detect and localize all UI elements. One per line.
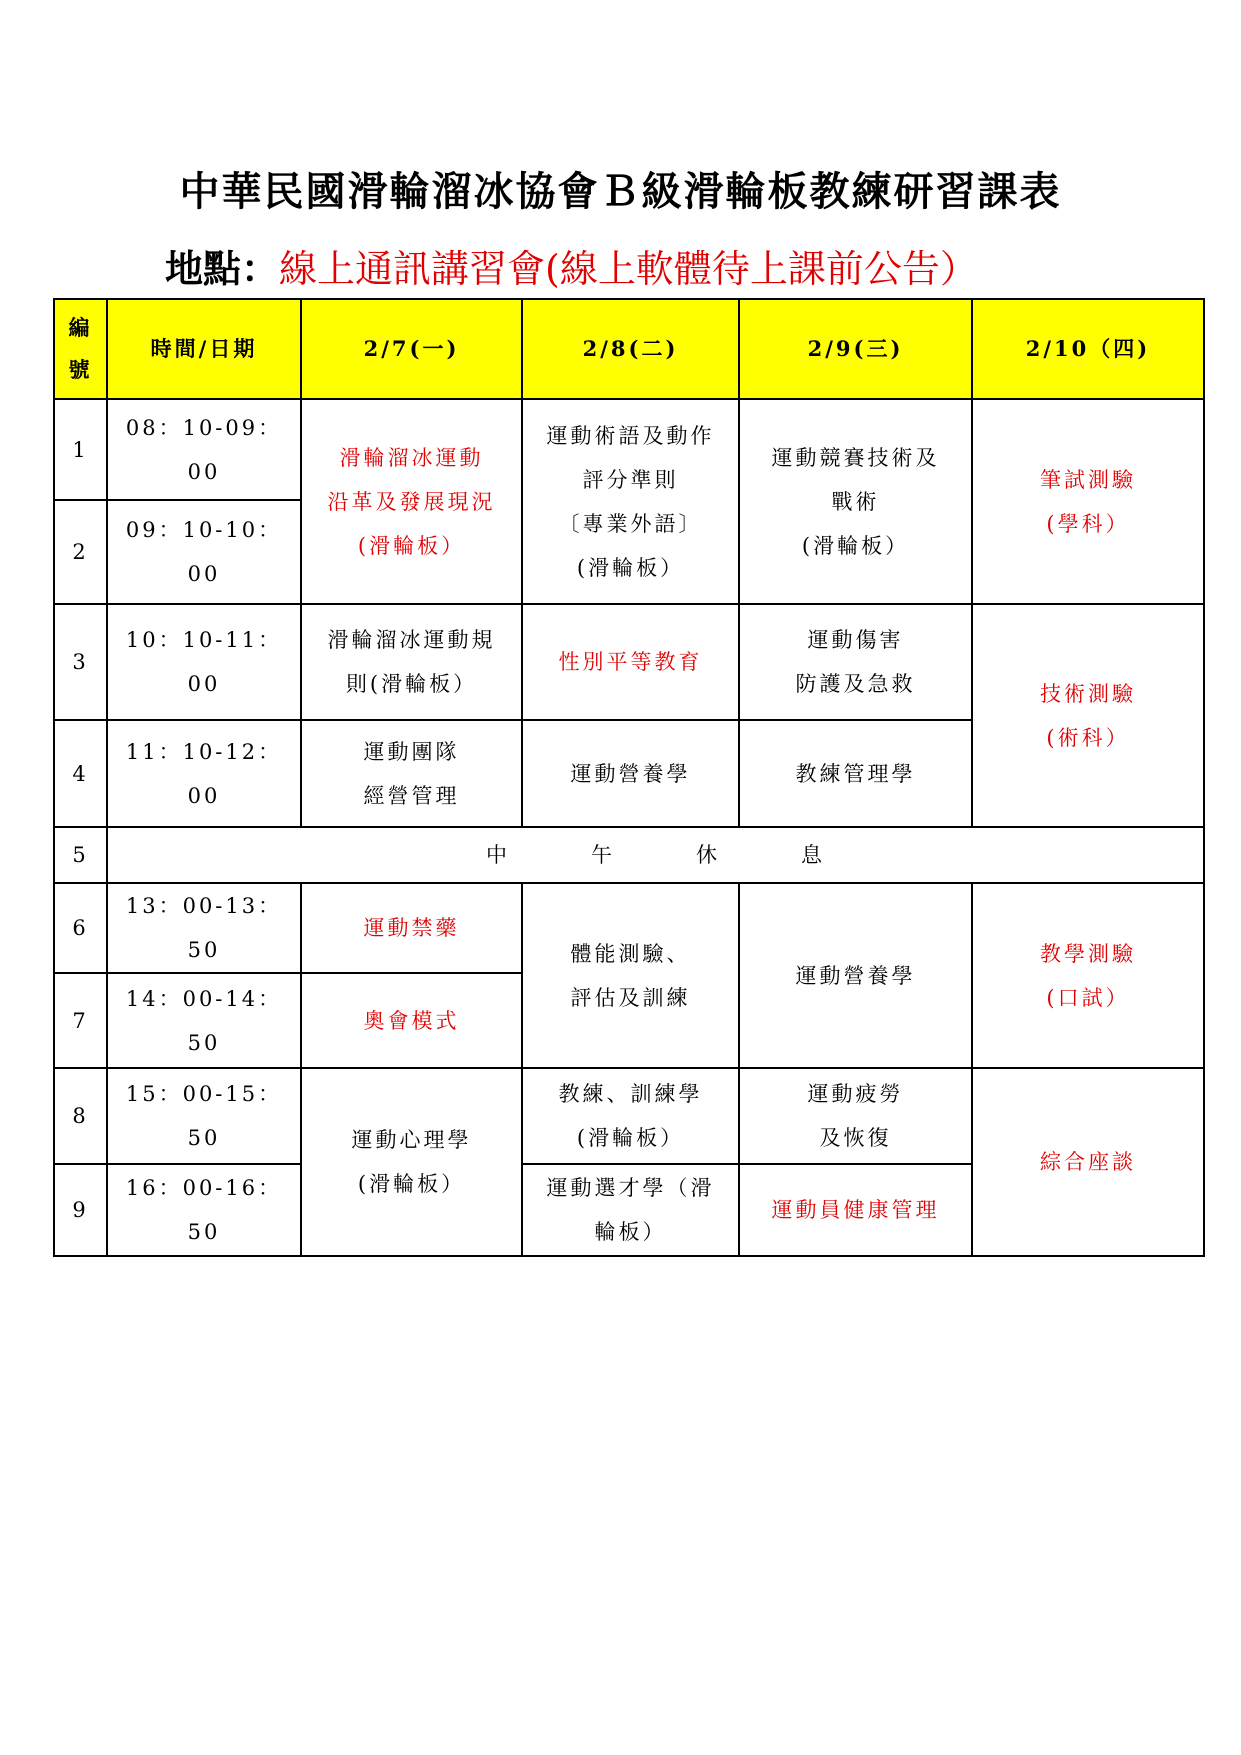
cell-line: (學科） (1046, 511, 1130, 536)
cell-line: (滑輪板） (801, 533, 910, 558)
cell-line: 綜合座談 (1040, 1150, 1136, 1174)
time-slot: 14：00-14： 50 (107, 973, 301, 1068)
cell-line: 評分準則 (582, 467, 679, 492)
cell-line: 筆試測驗 (1040, 467, 1136, 492)
cell-line: (口試） (1046, 985, 1130, 1010)
course-cell (739, 883, 972, 1068)
course-cell (739, 604, 972, 720)
cell-line: 〔專業外語〕 (558, 511, 703, 536)
cell-line: 運動營養學 (795, 963, 916, 988)
cell-line: 運動競賽技術及 (771, 445, 940, 470)
table-row (54, 827, 1204, 883)
cell-line: 經營管理 (363, 783, 460, 808)
cell-line: 教學測驗 (1040, 941, 1136, 966)
time-slot: 08：10-09： 00 (107, 399, 301, 500)
table-row (54, 883, 1204, 973)
cell-line: 及恢復 (819, 1126, 892, 1150)
course-cell (522, 1068, 739, 1164)
course-cell (739, 1068, 972, 1164)
table-row (54, 604, 1204, 720)
row-number: 5 (54, 827, 107, 883)
table-row (54, 399, 1204, 500)
cell-line: 奧會模式 (363, 1008, 460, 1033)
time-slot: 11：10-12： 00 (107, 720, 301, 827)
course-cell (301, 1068, 522, 1256)
course-cell (739, 399, 972, 604)
row-number: 1 (54, 399, 107, 500)
cell-line: 運動營養學 (570, 761, 691, 786)
course-cell (522, 720, 739, 827)
cell-line: 體能測驗、 (570, 941, 691, 966)
header-number: 編 號 (54, 299, 107, 399)
cell-line: 防護及急救 (795, 672, 916, 696)
cell-line: (術科） (1046, 725, 1130, 750)
time-slot: 13：00-13： 50 (107, 883, 301, 973)
cell-line: 戰術 (831, 489, 880, 514)
header-time-date: 時間/日期 (107, 299, 301, 399)
table-row (54, 1068, 1204, 1164)
course-cell (739, 1164, 972, 1256)
cell-line: 運動禁藥 (363, 916, 460, 940)
cell-line: (滑輪板） (357, 533, 466, 558)
row-number: 4 (54, 720, 107, 827)
location-line (165, 238, 978, 293)
time-slot: 09：10-10： 00 (107, 500, 301, 604)
cell-line: 運動選才學（滑 (546, 1176, 715, 1200)
header-day-4: 2/10（四) (972, 299, 1204, 399)
course-cell (522, 883, 739, 1068)
cell-line: (滑輪板） (576, 555, 685, 580)
course-cell (739, 720, 972, 827)
cell-line: 運動疲勞 (807, 1082, 904, 1106)
lunch-char: 休 (696, 843, 720, 867)
lunch-char: 中 (486, 843, 510, 867)
course-cell (301, 973, 522, 1068)
cell-line: 教練、訓練學 (558, 1082, 703, 1106)
cell-line: 輪板） (594, 1220, 667, 1244)
row-number: 3 (54, 604, 107, 720)
course-cell (301, 399, 522, 604)
time-slot: 15：00-15： 50 (107, 1068, 301, 1164)
location-value: 線上通訊講習會(線上軟體待上課前公告） (279, 247, 978, 291)
cell-line: 運動心理學 (351, 1128, 472, 1152)
course-cell (522, 399, 739, 604)
exam-cell (972, 399, 1204, 604)
header-day-1: 2/7(一) (301, 299, 522, 399)
header-day-3: 2/9(三) (739, 299, 972, 399)
header-day-2: 2/8(二) (522, 299, 739, 399)
cell-line: 運動術語及動作 (546, 423, 715, 448)
cell-line: 運動傷害 (807, 628, 904, 652)
time-slot: 10：10-11： 00 (107, 604, 301, 720)
cell-line: 技術測驗 (1040, 681, 1136, 706)
cell-line: (滑輪板） (357, 1172, 466, 1196)
exam-cell (972, 883, 1204, 1068)
cell-line: 教練管理學 (795, 761, 916, 786)
schedule-table (53, 298, 1205, 1257)
row-number: 9 (54, 1164, 107, 1256)
course-cell (522, 1164, 739, 1256)
time-slot: 16：00-16： 50 (107, 1164, 301, 1256)
cell-line: (滑輪板） (576, 1126, 685, 1150)
lunch-break-cell (107, 827, 1204, 883)
cell-line: 運動員健康管理 (771, 1198, 940, 1222)
row-number: 2 (54, 500, 107, 604)
course-cell (301, 604, 522, 720)
course-cell (522, 604, 739, 720)
cell-line: 滑輪溜冰運動 (339, 445, 484, 470)
page-title: 中華民國滑輪溜冰協會Ｂ級滑輪板教練研習課表 (179, 168, 1062, 215)
row-number: 7 (54, 973, 107, 1068)
location-label: 地點： (165, 246, 280, 291)
lunch-char: 午 (591, 843, 615, 867)
header-row (54, 299, 1204, 399)
cell-line: 滑輪溜冰運動規 (327, 628, 496, 652)
cell-line: 則(滑輪板） (345, 672, 478, 696)
cell-line: 性別平等教育 (558, 650, 703, 674)
lunch-char: 息 (801, 843, 825, 867)
cell-line: 運動團隊 (363, 739, 460, 764)
cell-line: 評估及訓練 (570, 985, 691, 1010)
exam-cell (972, 604, 1204, 827)
row-number: 8 (54, 1068, 107, 1164)
row-number: 6 (54, 883, 107, 973)
course-cell (301, 720, 522, 827)
exam-cell (972, 1068, 1204, 1256)
course-cell (301, 883, 522, 973)
cell-line: 沿革及發展現況 (327, 489, 496, 514)
